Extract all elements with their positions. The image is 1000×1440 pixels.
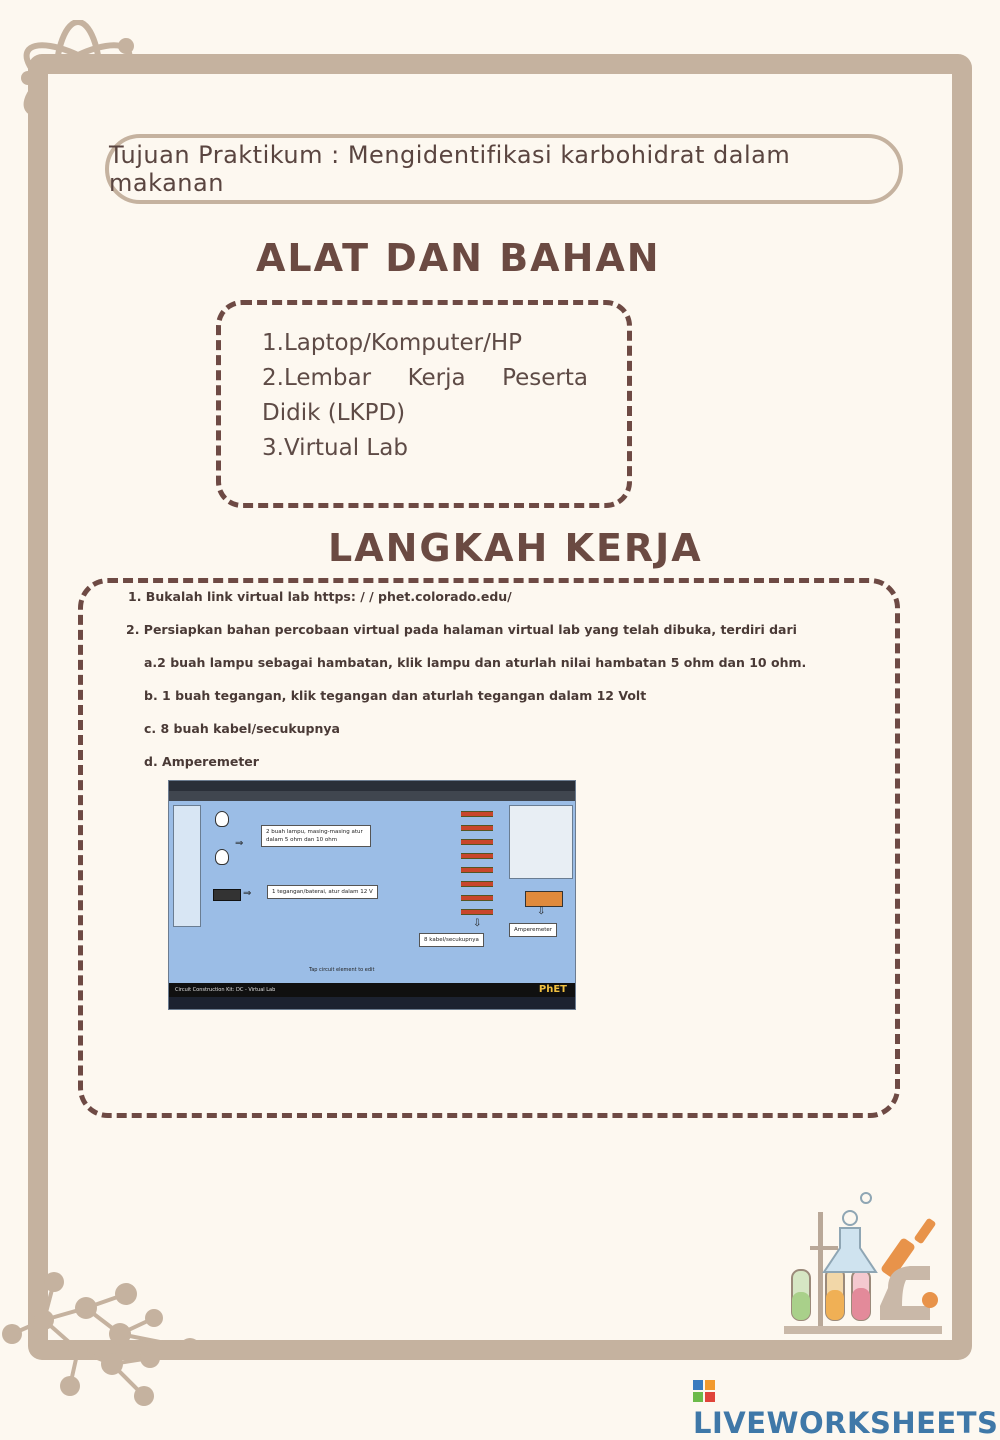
step-2b: b. 1 buah tegangan, klik tegangan dan aturlah tegangan dalam 12 Volt bbox=[144, 688, 647, 703]
alat-item-2-word: Kerja bbox=[407, 365, 466, 391]
step-1: 1. Bukalah link virtual lab https: / / phet.colorado.edu/ bbox=[128, 589, 512, 604]
app-title: Circuit Construction Kit: DC - Virtual Lab bbox=[175, 987, 276, 993]
step-2c: c. 8 buah kabel/secukupnya bbox=[144, 721, 340, 736]
lab-equipment-icon bbox=[780, 1188, 950, 1338]
wire-icon bbox=[461, 881, 493, 887]
component-toolbox bbox=[173, 805, 201, 927]
alat-item-2-word: 2.Lembar bbox=[262, 365, 372, 391]
wire-icon bbox=[461, 853, 493, 859]
arrow-down-icon: ⇩ bbox=[473, 918, 482, 929]
alat-heading: ALAT DAN BAHAN bbox=[256, 236, 661, 280]
wire-icon bbox=[461, 825, 493, 831]
browser-urlbar bbox=[169, 791, 575, 801]
brand-logo-text bbox=[693, 1372, 1000, 1440]
wire-icon bbox=[461, 867, 493, 873]
control-panel bbox=[509, 805, 573, 879]
alat-item-2 bbox=[262, 361, 588, 396]
wire-icon bbox=[461, 895, 493, 901]
alat-item-1: 1.Laptop/Komputer/HP bbox=[262, 330, 523, 356]
browser-tabbar bbox=[169, 781, 575, 791]
bulb-icon bbox=[215, 811, 229, 827]
step-2a: a.2 buah lampu sebagai hambatan, klik lampu dan aturlah nilai hambatan 5 ohm dan 10 ohm. bbox=[144, 655, 807, 670]
label-bulbs: 2 buah lampu, masing-masing atur dalam 5 ohm dan 10 ohm bbox=[261, 825, 371, 847]
label-amp: Amperemeter bbox=[509, 923, 557, 937]
step-2: 2. Persiapkan bahan percobaan virtual pada halaman virtual lab yang telah dibuka, terdiri dari bbox=[126, 622, 797, 637]
bulb-icon bbox=[215, 849, 229, 865]
wire-icon bbox=[461, 811, 493, 817]
molecule-icon bbox=[0, 1268, 210, 1414]
arrow-right-icon: ⇒ bbox=[243, 888, 252, 899]
goal-text: Tujuan Praktikum : Mengidentifikasi karbohidrat dalam makanan bbox=[109, 141, 791, 197]
langkah-heading: LANGKAH KERJA bbox=[328, 526, 703, 570]
wire-icon bbox=[461, 909, 493, 915]
ammeter-icon bbox=[525, 891, 563, 907]
app-titlebar bbox=[169, 983, 575, 997]
brand-text: LIVEWORKSHEETS bbox=[693, 1406, 999, 1440]
arrow-down-icon: ⇩ bbox=[537, 906, 546, 917]
wire-icon bbox=[461, 839, 493, 845]
liveworksheets-logo-icon bbox=[693, 1380, 715, 1402]
battery-icon bbox=[213, 889, 241, 901]
goal-banner bbox=[105, 134, 903, 204]
alat-item-2-cont: Didik (LKPD) bbox=[262, 400, 406, 426]
virtual-lab-screenshot bbox=[168, 780, 576, 1010]
phet-logo: PhET bbox=[538, 984, 567, 995]
hint-text: Tap circuit element to edit bbox=[309, 967, 375, 973]
os-taskbar bbox=[169, 997, 575, 1009]
label-battery: 1 tegangan/baterai, atur dalam 12 V bbox=[267, 885, 378, 899]
label-wires: 8 kabel/secukupnya bbox=[419, 933, 484, 947]
arrow-right-icon: ⇒ bbox=[235, 838, 244, 849]
alat-list bbox=[262, 326, 588, 466]
step-2d: d. Amperemeter bbox=[144, 754, 259, 769]
alat-item-2-word: Peserta bbox=[502, 365, 588, 391]
alat-item-3: 3.Virtual Lab bbox=[262, 435, 408, 461]
